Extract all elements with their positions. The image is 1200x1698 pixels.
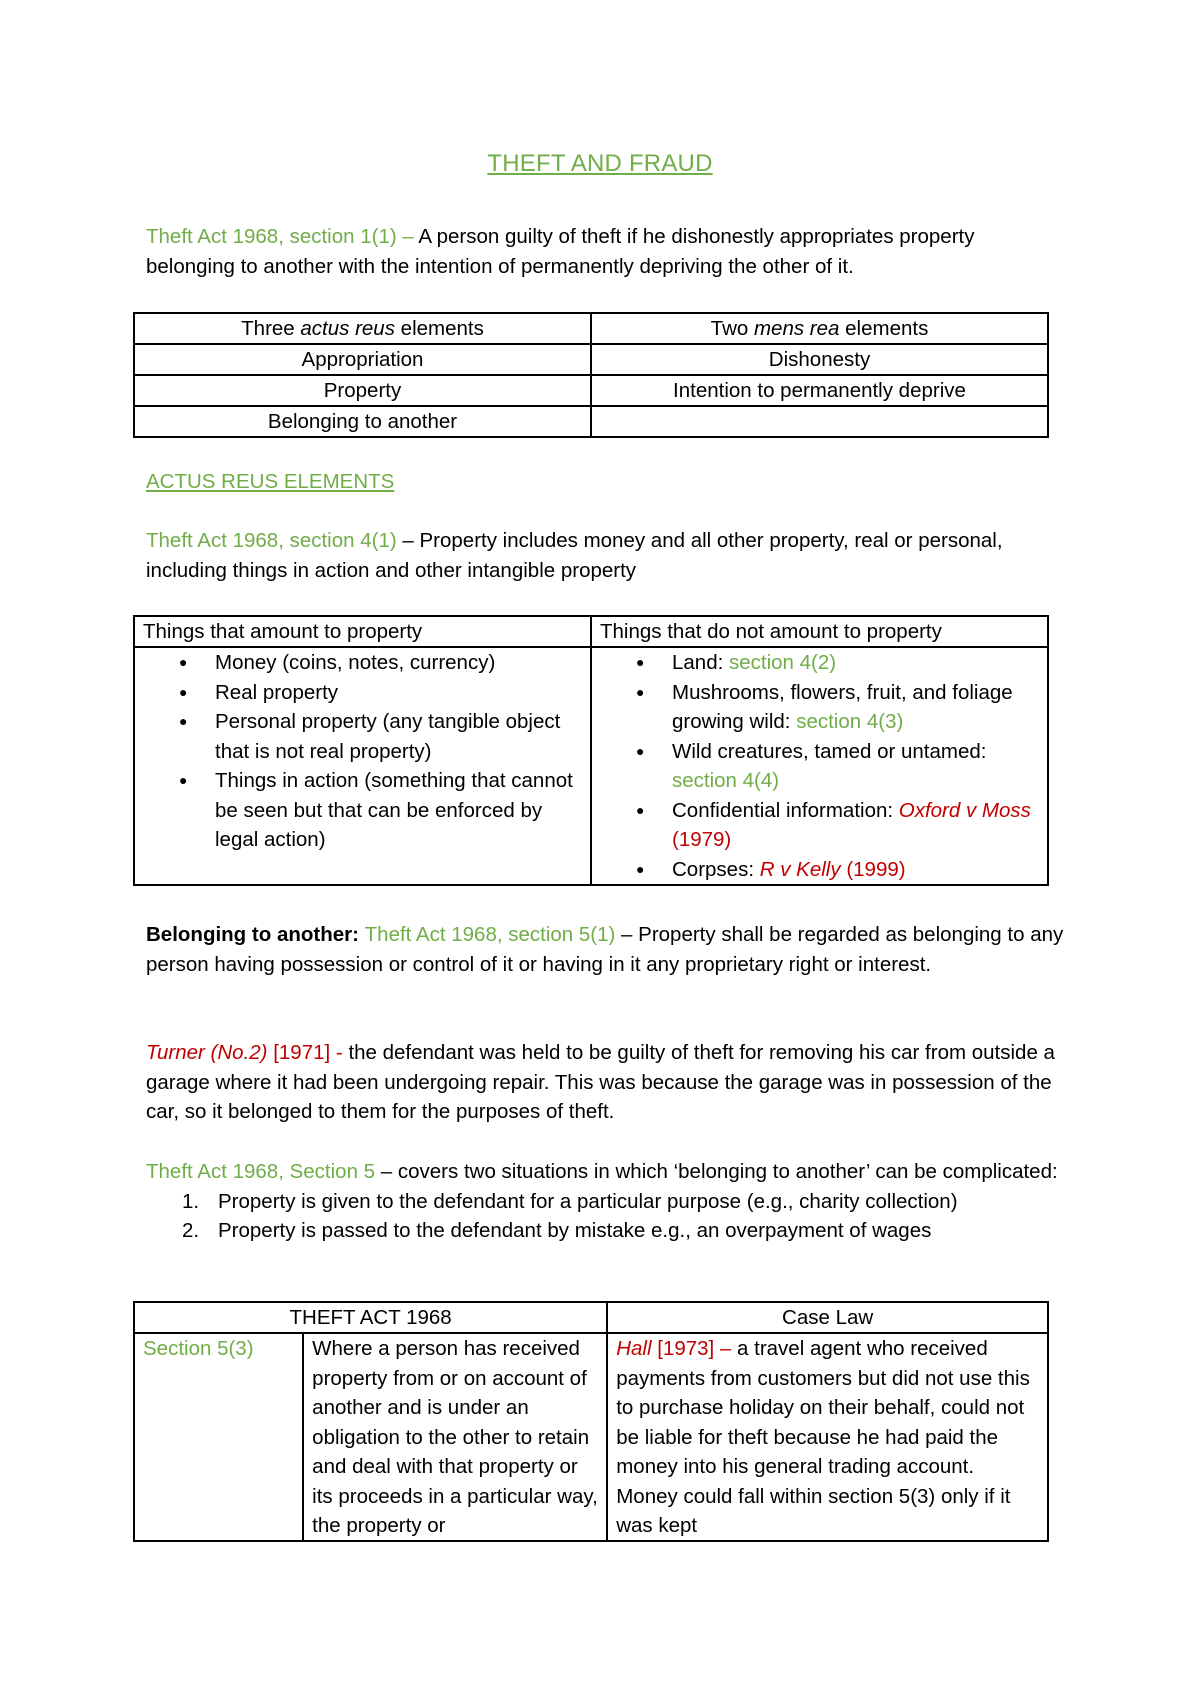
list-item: ● Confidential information: Oxford v Moss (1979) bbox=[672, 796, 1039, 855]
amount-header: Things that amount to property bbox=[134, 616, 591, 647]
statute-header: THEFT ACT 1968 bbox=[134, 1302, 607, 1333]
property-table bbox=[133, 615, 1049, 886]
list-item: ● Mushrooms, flowers, fruit, and foliage growing wild: section 4(3) bbox=[672, 678, 1039, 737]
table-cell: Appropriation bbox=[134, 344, 591, 375]
table-cell bbox=[591, 406, 1048, 437]
amount-list bbox=[143, 648, 582, 855]
statute-reference: Theft Act 1968, section 5(1) bbox=[364, 923, 616, 946]
list-item: ● Things in action (something that cannot be seen but that can be enforced by legal action) bbox=[215, 766, 582, 855]
list-item: 1. Property is given to the defendant for a particular purpose (e.g., charity collection) bbox=[182, 1189, 958, 1213]
table-row bbox=[134, 1333, 1048, 1541]
intro-text: A person guilty of theft if he dishonestly appropriates property belonging to another with the intention of permanently depriving the other of it. bbox=[146, 225, 975, 278]
turner-paragraph: Turner (No.2) [1971] - the defendant was held to be guilty of theft for removing his car from outside a garage where it had been undergoing repair. This was because the garage was in possession of the car, so it belonged to them for the purposes of theft. bbox=[146, 1041, 1055, 1123]
case-law-header: Case Law bbox=[607, 1302, 1048, 1333]
section-heading: ACTUS REUS ELEMENTS bbox=[146, 470, 395, 493]
table-row bbox=[134, 344, 1048, 375]
actus-reus-header: Three actus reus elements bbox=[134, 313, 591, 344]
property-definition: Theft Act 1968, section 4(1) – Property includes money and all other property, real or personal, including things in action and other intangible property bbox=[146, 529, 1003, 582]
list-item: ● Corpses: R v Kelly (1999) bbox=[672, 855, 1039, 885]
case-cell: Hall [1973] – a travel agent who received payments from customers but did not use this to purchase holiday on their behalf, could not be liable for theft because he had paid the money into his general trading account. Money could fall within section 5(3) only if it was kept bbox=[607, 1333, 1048, 1541]
list-item: ● Money (coins, notes, currency) bbox=[215, 648, 582, 678]
elements-table bbox=[133, 312, 1049, 438]
statute-reference: Theft Act 1968, section 1(1) bbox=[146, 225, 397, 248]
table-cell: Belonging to another bbox=[134, 406, 591, 437]
table-row bbox=[134, 375, 1048, 406]
mens-rea-header: Two mens rea elements bbox=[591, 313, 1048, 344]
section5-paragraph: Theft Act 1968, Section 5 – covers two situations in which ‘belonging to another’ can be complicated: 1. Property is given to the defendant for a particular purpose (e.g., charity collection) 2. Property is passed to the defendant by mistake e.g., an overpayment of wages bbox=[146, 1157, 1066, 1246]
page-title: THEFT AND FRAUD bbox=[487, 150, 713, 177]
list-item: ● Real property bbox=[215, 678, 582, 708]
not-amount-header: Things that do not amount to property bbox=[591, 616, 1048, 647]
case-name: Turner (No.2) bbox=[146, 1041, 268, 1064]
belonging-paragraph: Belonging to another: Theft Act 1968, section 5(1) – Property shall be regarded as belonging to any person having possession or control of it or having in it any proprietary right or interest. bbox=[146, 923, 1064, 976]
statute-cell: Where a person has received property from or on account of another and is under an obligation to the other to retain and deal with that property or its proceeds in a particular way, the property or bbox=[303, 1333, 607, 1541]
table-cell: Dishonesty bbox=[591, 344, 1048, 375]
section-cell: Section 5(3) bbox=[134, 1333, 303, 1541]
not-amount-list bbox=[600, 648, 1039, 884]
table-cell: Property bbox=[134, 375, 591, 406]
list-item: ● Wild creatures, tamed or untamed: section 4(4) bbox=[672, 737, 1039, 796]
statute-reference: Theft Act 1968, section 4(1) bbox=[146, 529, 397, 552]
table-cell: Intention to permanently deprive bbox=[591, 375, 1048, 406]
list-item: ● Personal property (any tangible object that is not real property) bbox=[215, 707, 582, 766]
situations-list bbox=[146, 1187, 1066, 1246]
intro-paragraph: Theft Act 1968, section 1(1) – A person guilty of theft if he dishonestly appropriates property belonging to another with the intention of permanently depriving the other of it. bbox=[146, 225, 975, 278]
case-law-table bbox=[133, 1301, 1049, 1542]
list-item: ● Land: section 4(2) bbox=[672, 648, 1039, 678]
statute-reference: Theft Act 1968, Section 5 bbox=[146, 1160, 376, 1183]
table-row bbox=[134, 406, 1048, 437]
list-item: 2. Property is passed to the defendant by mistake e.g., an overpayment of wages bbox=[182, 1219, 932, 1242]
not-amount-cell bbox=[591, 647, 1048, 885]
belonging-label: Belonging to another: bbox=[146, 923, 365, 946]
amount-cell bbox=[134, 647, 591, 885]
